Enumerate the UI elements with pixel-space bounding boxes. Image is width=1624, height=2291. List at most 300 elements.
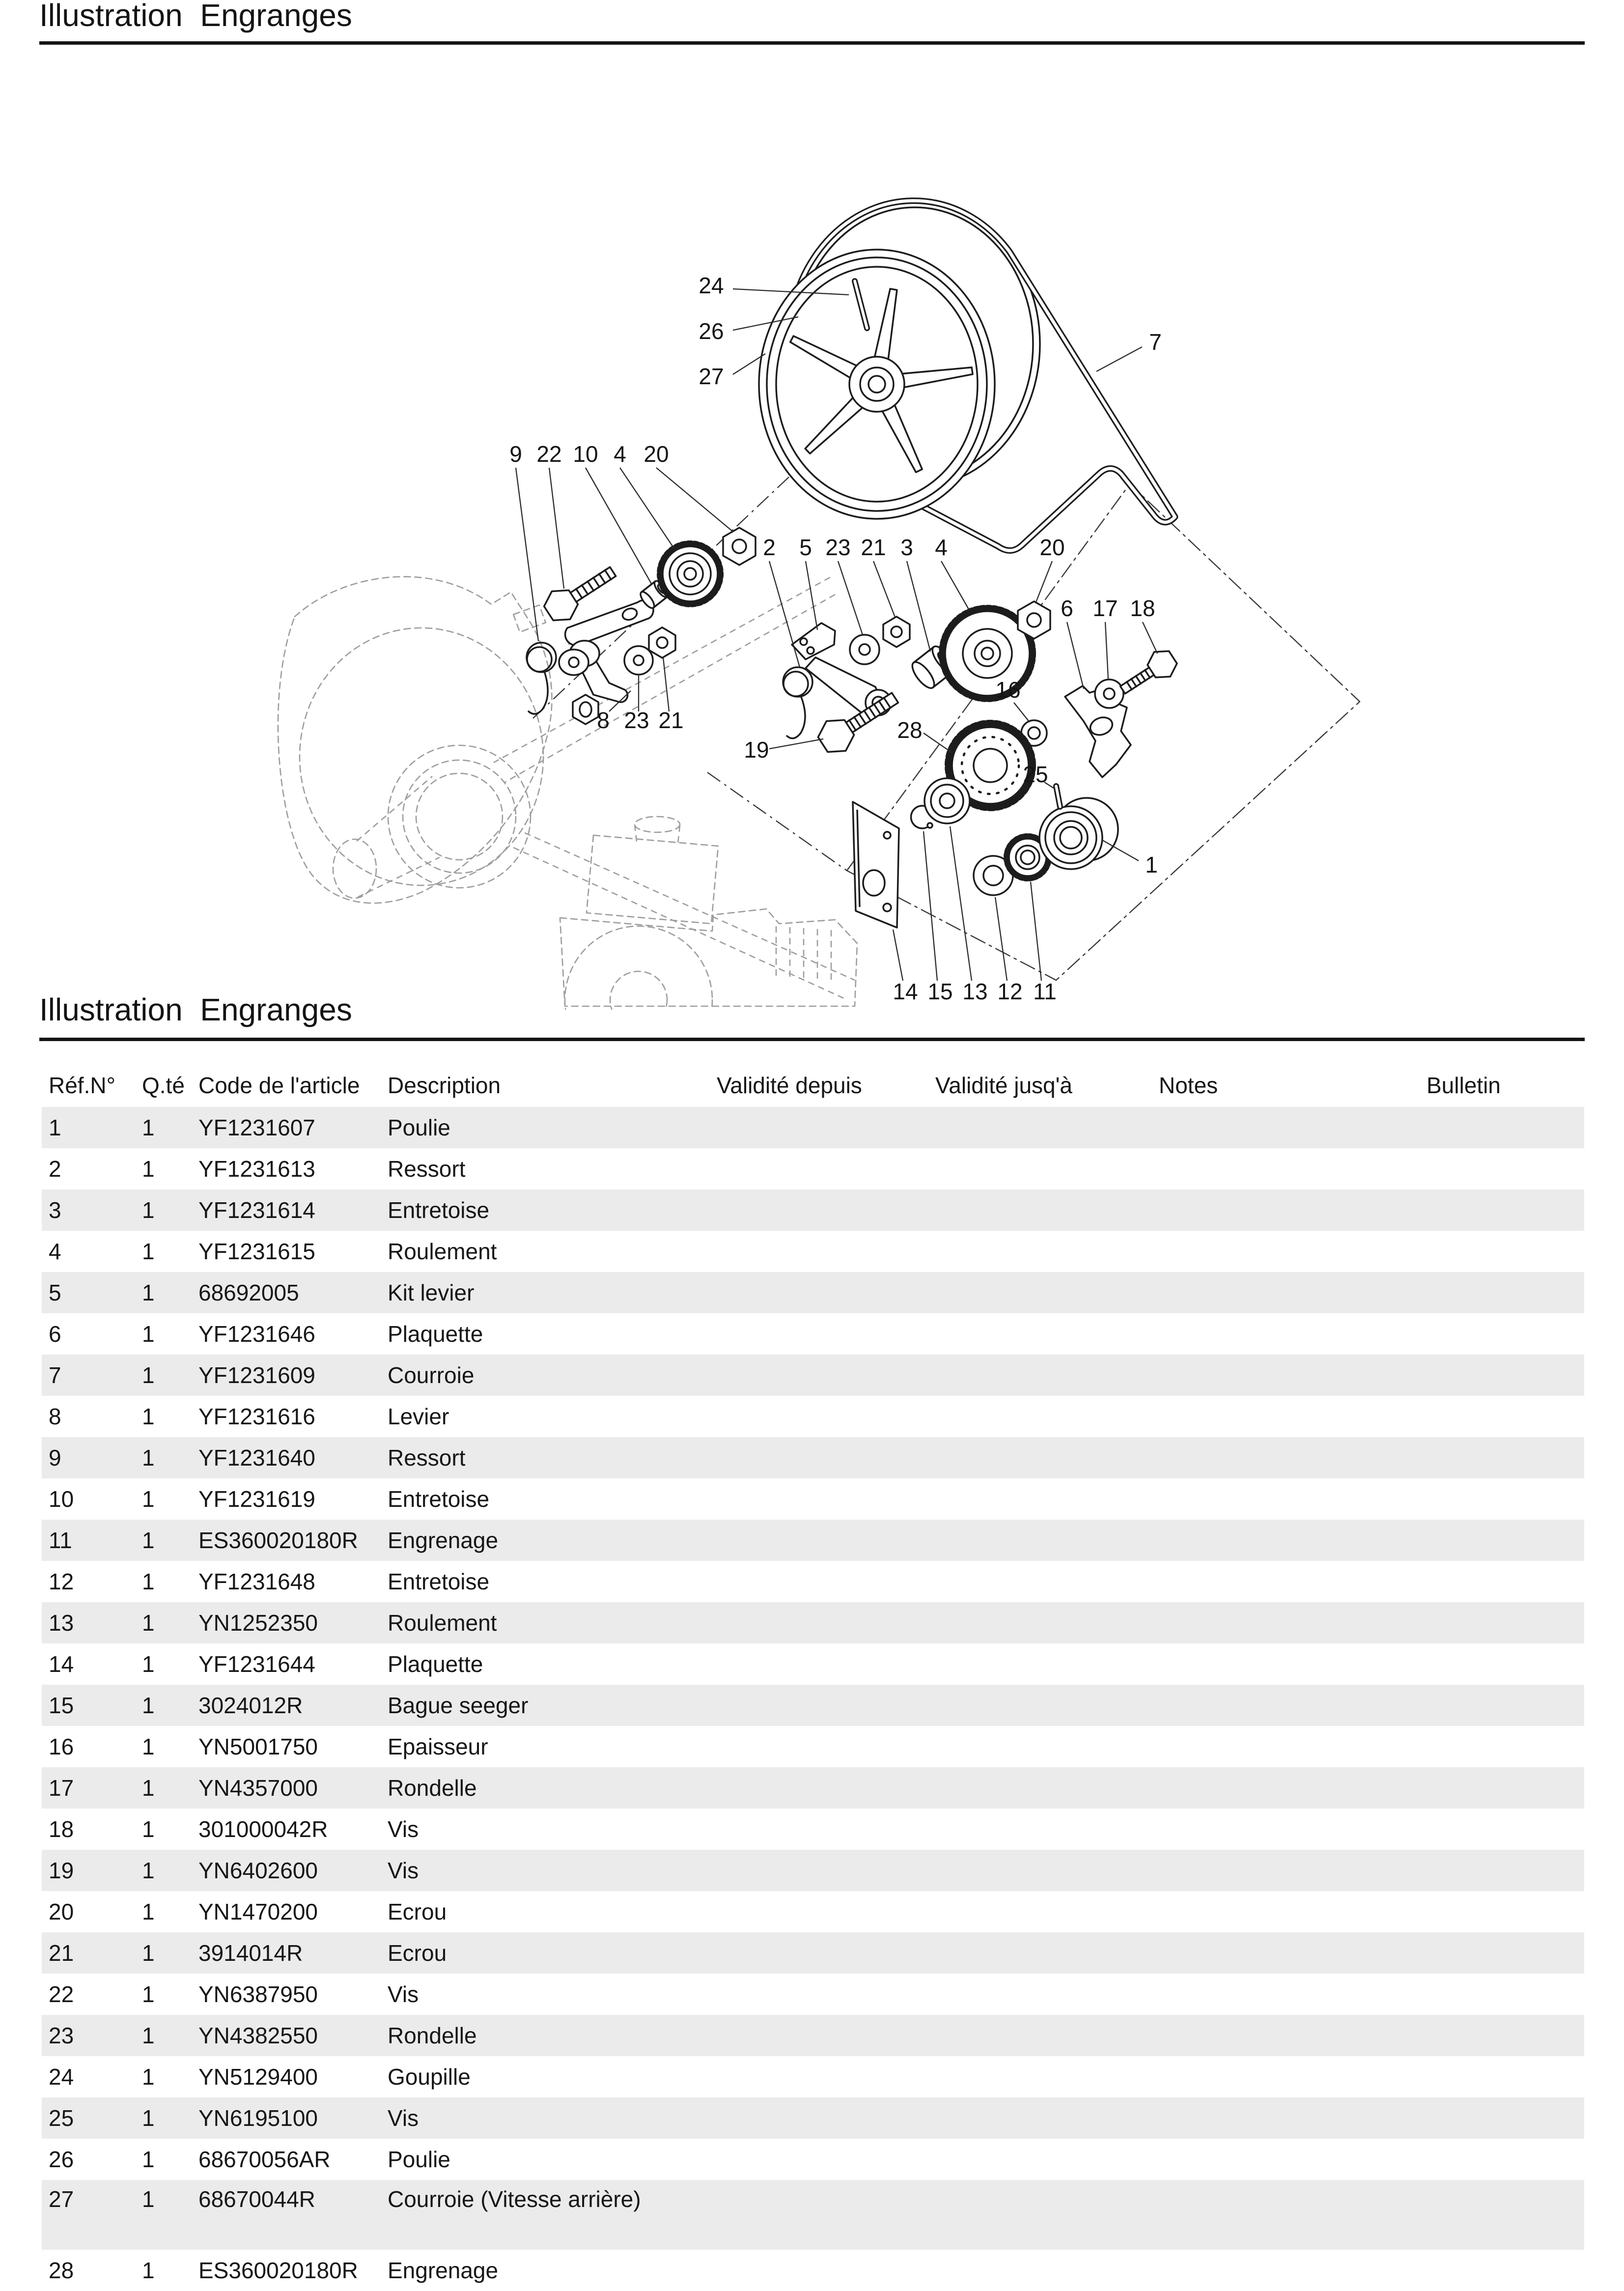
cell-v1 [710, 1189, 928, 1231]
cell-bulletin [1420, 1643, 1584, 1685]
cell-qty: 1 [142, 2258, 155, 2283]
cell-qty: 1 [142, 1486, 155, 1512]
cell-bulletin [1420, 2139, 1584, 2180]
part-bearing-4-left [660, 543, 721, 604]
part-spring-2 [783, 667, 812, 738]
cell-bulletin [1420, 1685, 1584, 1726]
cell-ref: 4 [49, 1239, 61, 1264]
cell-ref: 24 [49, 2064, 74, 2090]
cell-code: 301000042R [198, 1816, 328, 1842]
callout-label-4: 4 [614, 441, 626, 467]
part-nut-21-left [649, 627, 675, 658]
cell-v2 [928, 1396, 1152, 1437]
cell-v2 [928, 1602, 1152, 1643]
cell-ref: 26 [49, 2147, 74, 2172]
cell-code: YF1231640 [198, 1445, 315, 1471]
leader-line-20 [656, 468, 733, 532]
cell-desc: Rondelle [388, 1775, 477, 1801]
cell-v2 [928, 1148, 1152, 1189]
cell-notes [1152, 1561, 1420, 1602]
cell-desc: Roulement [388, 1239, 497, 1264]
cell-code: YF1231644 [198, 1651, 315, 1677]
leader-line-6 [1067, 622, 1084, 689]
cell-desc: Goupille [388, 2064, 471, 2090]
table-row [42, 1767, 1584, 1809]
leader-line-19 [769, 739, 823, 749]
cell-desc: Entretoise [388, 1569, 490, 1594]
cell-bulletin [1420, 1189, 1584, 1231]
cell-qty: 1 [142, 1321, 155, 1347]
cell-qty: 1 [142, 1445, 155, 1471]
cell-qty: 1 [142, 1404, 155, 1429]
cell-notes [1152, 1767, 1420, 1809]
cell-notes [1152, 1478, 1420, 1520]
cell-code: YF1231609 [198, 1362, 315, 1388]
cell-desc: Levier [388, 1404, 449, 1429]
table-row [42, 2015, 1584, 2056]
cell-notes [1152, 1974, 1420, 2015]
cell-notes [1152, 1932, 1420, 1974]
cell-v1 [710, 1313, 928, 1355]
cell-notes [1152, 1272, 1420, 1313]
table-row [42, 1643, 1584, 1685]
cell-desc: Vis [388, 2105, 419, 2131]
cell-ref: 22 [49, 1981, 74, 2007]
callout-label-8: 8 [597, 707, 610, 734]
parts-table-body [42, 1107, 1584, 2291]
table-divider [39, 1038, 1585, 1041]
cell-v1 [710, 1767, 928, 1809]
engine-mount-bolt [573, 695, 598, 724]
callout-label-28: 28 [897, 717, 923, 743]
cell-notes [1152, 1396, 1420, 1437]
leader-line-22 [549, 468, 564, 589]
cell-v2 [928, 1520, 1152, 1561]
cell-qty: 1 [142, 1197, 155, 1223]
cell-qty: 1 [142, 1858, 155, 1883]
cell-ref: 19 [49, 1858, 74, 1883]
callout-label-20: 20 [1039, 535, 1065, 561]
cell-qty: 1 [142, 1981, 155, 2007]
cell-qty: 1 [142, 2105, 155, 2131]
cell-qty: 1 [142, 1775, 155, 1801]
part-nut-21-right [883, 617, 910, 647]
cell-qty: 1 [142, 1816, 155, 1842]
cell-bulletin [1420, 1313, 1584, 1355]
cell-ref: 17 [49, 1775, 74, 1801]
cell-notes [1152, 1189, 1420, 1231]
cell-bulletin [1420, 1726, 1584, 1767]
cell-notes [1152, 1891, 1420, 1932]
cell-notes [1152, 1520, 1420, 1561]
cell-desc: Vis [388, 1816, 419, 1842]
callout-label-24: 24 [699, 273, 724, 299]
cell-v1 [710, 1643, 928, 1685]
cell-v2 [928, 1478, 1152, 1520]
cell-v1 [710, 2097, 928, 2139]
col-notes: Notes [1159, 1073, 1218, 1098]
cell-v2 [928, 1272, 1152, 1313]
cell-desc: Vis [388, 1858, 419, 1883]
leader-line-16 [1014, 703, 1030, 722]
cell-code: ES360020180R [198, 1527, 358, 1553]
cell-v1 [710, 1355, 928, 1396]
cell-v2 [928, 1561, 1152, 1602]
cell-v2 [928, 2139, 1152, 2180]
cell-bulletin [1420, 1478, 1584, 1520]
cell-ref: 28 [49, 2258, 74, 2283]
table-row [42, 1520, 1584, 1561]
leader-line-21 [663, 657, 669, 711]
cell-v2 [928, 2015, 1152, 2056]
cell-v1 [710, 2015, 928, 2056]
cell-ref: 12 [49, 1569, 74, 1594]
cell-v1 [710, 1520, 928, 1561]
cell-v1 [710, 2180, 928, 2250]
cell-qty: 1 [142, 1899, 155, 1924]
cell-code: YN1252350 [198, 1610, 318, 1636]
cell-bulletin [1420, 1355, 1584, 1396]
leader-line-9 [516, 468, 538, 641]
cell-ref: 9 [49, 1445, 61, 1471]
cell-code: YN1470200 [198, 1899, 318, 1924]
cell-qty: 1 [142, 1362, 155, 1388]
cell-code: YF1231615 [198, 1239, 315, 1264]
leader-line-4 [941, 561, 969, 609]
callout-label-1: 1 [1145, 852, 1158, 878]
cell-notes [1152, 1148, 1420, 1189]
callout-label-9: 9 [509, 441, 522, 467]
leader-line-28 [924, 733, 952, 753]
cell-v1 [710, 1932, 928, 1974]
cell-code: YN4382550 [198, 2023, 318, 2048]
col-valid-from: Validité depuis [717, 1073, 862, 1098]
col-valid-until: Validité jusq'à [935, 1073, 1072, 1098]
cell-code: YF1231646 [198, 1321, 315, 1347]
cell-v1 [710, 1148, 928, 1189]
cell-code: YN5129400 [198, 2064, 318, 2090]
part-pulley-1 [1039, 798, 1118, 869]
cell-v1 [710, 1602, 928, 1643]
callout-label-17: 17 [1092, 595, 1118, 622]
cell-bulletin [1420, 1932, 1584, 1974]
table-row [42, 1932, 1584, 1974]
callout-label-21: 21 [658, 707, 684, 734]
cell-desc: Courroie [388, 1362, 475, 1388]
col-code: Code de l'article [198, 1073, 360, 1098]
table-section-title: Illustration Engranges [39, 992, 352, 1027]
cell-v1 [710, 2056, 928, 2097]
cell-notes [1152, 2180, 1420, 2250]
cell-notes [1152, 1643, 1420, 1685]
cell-v2 [928, 1974, 1152, 2015]
cell-ref: 21 [49, 1940, 74, 1966]
cell-v1 [710, 1396, 928, 1437]
cell-v1 [710, 1809, 928, 1850]
cell-bulletin [1420, 1974, 1584, 2015]
part-screw-25 [1056, 786, 1060, 807]
cell-desc: Ressort [388, 1156, 466, 1182]
cell-desc: Ressort [388, 1445, 466, 1471]
cell-v2 [928, 2250, 1152, 2291]
callout-label-10: 10 [573, 441, 598, 467]
cell-v1 [710, 1107, 928, 1148]
table-row [42, 2097, 1584, 2139]
table-row [42, 1148, 1584, 1189]
cell-bulletin [1420, 2015, 1584, 2056]
cell-code: YF1231616 [198, 1404, 315, 1429]
cell-code: 68670044R [198, 2186, 315, 2212]
cell-code: YN4357000 [198, 1775, 318, 1801]
table-row [42, 1891, 1584, 1932]
leader-line-5 [806, 561, 817, 630]
table-row [42, 1396, 1584, 1437]
cell-v1 [710, 1478, 928, 1520]
cell-desc: Plaquette [388, 1651, 483, 1677]
cell-qty: 1 [142, 1734, 155, 1759]
leader-line-2 [769, 561, 800, 667]
callout-label-6: 6 [1061, 595, 1073, 622]
cell-qty: 1 [142, 1569, 155, 1594]
cell-code: YF1231648 [198, 1569, 315, 1594]
cell-qty: 1 [142, 1940, 155, 1966]
cell-desc: Engrenage [388, 1527, 499, 1553]
cell-code: ES360020180R [198, 2258, 358, 2283]
table-row [42, 1107, 1584, 1148]
cell-notes [1152, 1685, 1420, 1726]
cell-bulletin [1420, 1767, 1584, 1809]
cell-ref: 7 [49, 1362, 61, 1388]
cell-notes [1152, 1726, 1420, 1767]
cell-desc: Kit levier [388, 1280, 475, 1305]
callout-label-22: 22 [536, 441, 562, 467]
cell-ref: 11 [49, 1527, 72, 1553]
cell-v2 [928, 2180, 1152, 2250]
cell-v2 [928, 1231, 1152, 1272]
cell-v1 [710, 2250, 928, 2291]
cell-bulletin [1420, 1520, 1584, 1561]
cell-qty: 1 [142, 1651, 155, 1677]
gear-train-cluster [853, 723, 1118, 928]
table-row [42, 2250, 1584, 2291]
callout-label-12: 12 [997, 979, 1023, 1005]
callout-label-2: 2 [763, 535, 776, 561]
table-row [42, 1809, 1584, 1850]
cell-desc: Entretoise [388, 1486, 490, 1512]
cell-v1 [710, 1726, 928, 1767]
cell-notes [1152, 1107, 1420, 1148]
cell-bulletin [1420, 1602, 1584, 1643]
callout-label-25: 25 [1023, 762, 1048, 788]
col-description: Description [388, 1073, 501, 1098]
leader-line-7 [1096, 347, 1142, 371]
leader-line-23 [838, 561, 863, 635]
table-row [42, 1561, 1584, 1602]
cell-ref: 20 [49, 1899, 74, 1924]
exploded-parts-diagram [0, 0, 1624, 1010]
cell-v1 [710, 2139, 928, 2180]
leader-line-4 [620, 468, 674, 548]
callout-label-7: 7 [1149, 329, 1162, 355]
part-plate-14 [853, 802, 899, 928]
cell-v2 [928, 1809, 1152, 1850]
cell-bulletin [1420, 2180, 1584, 2250]
cell-qty: 1 [142, 1610, 155, 1636]
part-bolt-18 [1115, 645, 1181, 703]
cell-code: 68692005 [198, 1280, 299, 1305]
cell-qty: 1 [142, 1693, 155, 1718]
cell-notes [1152, 1355, 1420, 1396]
part-washer-23-right [850, 635, 879, 664]
callout-label-23: 23 [624, 707, 649, 734]
table-row [42, 1189, 1584, 1231]
cell-qty: 1 [142, 2023, 155, 2048]
cell-notes [1152, 2139, 1420, 2180]
cell-v2 [928, 1189, 1152, 1231]
cell-desc: Courroie (Vitesse arrière) [388, 2186, 641, 2212]
callout-label-23: 23 [825, 535, 851, 561]
table-row [42, 1437, 1584, 1478]
wheel-pulley [759, 250, 995, 519]
parts-table-header [42, 1064, 1584, 1107]
left-tensioner-cluster [527, 528, 756, 714]
table-row [42, 1602, 1584, 1643]
cell-code: YN5001750 [198, 1734, 318, 1759]
cell-notes [1152, 1602, 1420, 1643]
cell-v2 [928, 1850, 1152, 1891]
cell-bulletin [1420, 1272, 1584, 1313]
cell-qty: 1 [142, 1115, 155, 1140]
cell-desc: Plaquette [388, 1321, 483, 1347]
cell-bulletin [1420, 1809, 1584, 1850]
callout-label-5: 5 [799, 535, 812, 561]
cell-notes [1152, 2015, 1420, 2056]
part-washer-17 [1095, 679, 1123, 708]
cell-qty: 1 [142, 1280, 155, 1305]
cell-v1 [710, 1850, 928, 1891]
cell-desc: Poulie [388, 2147, 450, 2172]
cell-ref: 15 [49, 1693, 74, 1718]
col-bulletin: Bulletin [1427, 1073, 1501, 1098]
callout-label-14: 14 [893, 979, 918, 1005]
cell-v1 [710, 1891, 928, 1932]
cell-v1 [710, 1231, 928, 1272]
cell-v2 [928, 1107, 1152, 1148]
cell-bulletin [1420, 1107, 1584, 1148]
cell-ref: 6 [49, 1321, 61, 1347]
cell-ref: 23 [49, 2023, 74, 2048]
table-row [42, 1974, 1584, 2015]
cell-ref: 13 [49, 1610, 74, 1636]
cell-ref: 18 [49, 1816, 74, 1842]
cell-qty: 1 [142, 1527, 155, 1553]
cell-notes [1152, 2097, 1420, 2139]
cell-v1 [710, 1272, 928, 1313]
cell-notes [1152, 1437, 1420, 1478]
callout-label-19: 19 [744, 737, 769, 763]
cell-bulletin [1420, 2097, 1584, 2139]
cell-bulletin [1420, 1850, 1584, 1891]
cell-code: YN6402600 [198, 1858, 318, 1883]
callout-label-4: 4 [935, 535, 948, 561]
cell-desc: Rondelle [388, 2023, 477, 2048]
cell-v2 [928, 2056, 1152, 2097]
table-row [42, 1355, 1584, 1396]
cell-code: YF1231614 [198, 1197, 315, 1223]
part-bearing-13 [924, 778, 970, 823]
cell-code: YN6195100 [198, 2105, 318, 2131]
cell-bulletin [1420, 1561, 1584, 1602]
cell-bulletin [1420, 1231, 1584, 1272]
cell-v1 [710, 1974, 928, 2015]
cell-desc: Ecrou [388, 1940, 447, 1966]
cell-v2 [928, 2097, 1152, 2139]
cell-v2 [928, 1685, 1152, 1726]
leader-line-21 [873, 561, 895, 617]
cell-v2 [928, 1643, 1152, 1685]
table-row [42, 1313, 1584, 1355]
cell-code: YF1231619 [198, 1486, 315, 1512]
cell-notes [1152, 2250, 1420, 2291]
cell-notes [1152, 1809, 1420, 1850]
cell-ref: 5 [49, 1280, 61, 1305]
callout-label-13: 13 [962, 979, 988, 1005]
cell-ref: 16 [49, 1734, 74, 1759]
callout-label-26: 26 [699, 318, 724, 344]
cell-desc: Poulie [388, 1115, 450, 1140]
table-row [42, 1231, 1584, 1272]
cell-desc: Entretoise [388, 1197, 490, 1223]
cell-v1 [710, 1561, 928, 1602]
leader-line-10 [586, 468, 651, 584]
cell-bulletin [1420, 1396, 1584, 1437]
cell-ref: 10 [49, 1486, 74, 1512]
bracket-cluster [1021, 645, 1181, 777]
cell-ref: 14 [49, 1651, 74, 1677]
cell-desc: Epaisseur [388, 1734, 488, 1759]
cell-bulletin [1420, 1437, 1584, 1478]
cell-notes [1152, 1850, 1420, 1891]
cell-ref: 1 [49, 1115, 61, 1140]
table-row [42, 1685, 1584, 1726]
part-nut-20-right [1018, 601, 1050, 639]
table-row [42, 2139, 1584, 2180]
cell-notes [1152, 1313, 1420, 1355]
cell-bulletin [1420, 2056, 1584, 2097]
cell-code: YF1231607 [198, 1115, 315, 1140]
part-spring-9 [527, 643, 556, 714]
cell-qty: 1 [142, 2186, 155, 2212]
callout-label-15: 15 [927, 979, 953, 1005]
cell-desc: Bague seeger [388, 1693, 529, 1718]
table-row [42, 1726, 1584, 1767]
table-row [42, 2180, 1584, 2250]
leader-line-15 [924, 831, 937, 981]
cell-bulletin [1420, 1148, 1584, 1189]
callout-label-3: 3 [900, 535, 913, 561]
cell-qty: 1 [142, 2064, 155, 2090]
cell-ref: 27 [49, 2186, 74, 2212]
cell-bulletin [1420, 2250, 1584, 2291]
cell-qty: 1 [142, 1239, 155, 1264]
callout-label-20: 20 [644, 441, 669, 467]
cell-v2 [928, 1313, 1152, 1355]
leader-line-12 [995, 897, 1007, 981]
table-row [42, 1850, 1584, 1891]
cell-notes [1152, 1231, 1420, 1272]
cell-v2 [928, 1437, 1152, 1478]
cell-qty: 1 [142, 2147, 155, 2172]
